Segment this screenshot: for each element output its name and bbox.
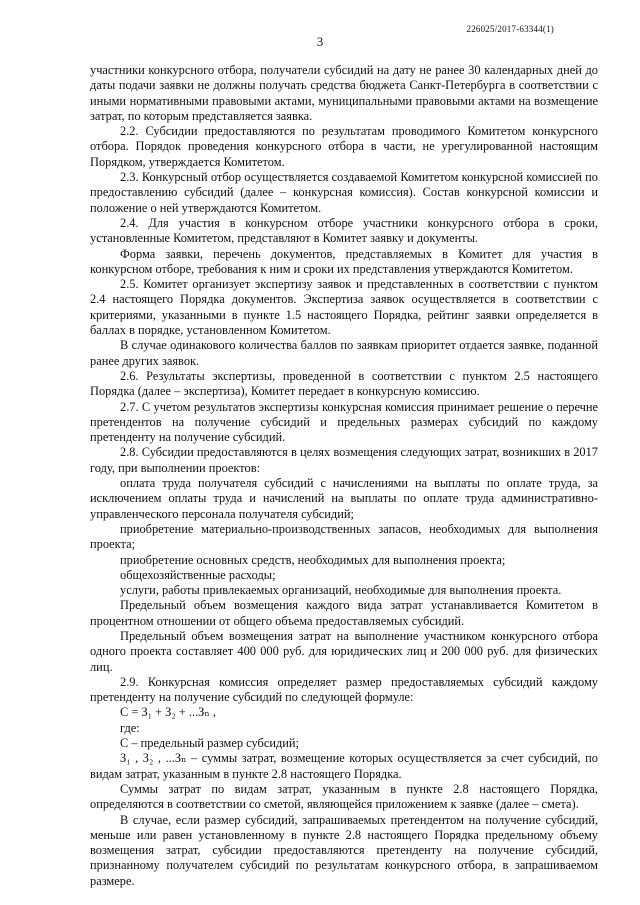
paragraph: 2.2. Субсидии предоставляются по результатам проводимого Комитетом конкурсного отбора. Порядок проведения конкурсного отбора в части, не урегулированной настоящим Порядком, утверждается Комитетом. (90, 124, 598, 169)
paragraph: где: (120, 720, 140, 735)
paragraph: общехозяйственные расходы; (120, 567, 276, 582)
paragraph: В случае одинакового количества баллов по заявкам приоритет отдается заявке, поданной ранее других заявок. (90, 338, 598, 368)
document-body (90, 63, 598, 889)
paragraph: 2.6. Результаты экспертизы, проведенной в соответствии с пунктом 2.5 настоящего Порядка (далее – экспертиза), Комитет передает в конкурсную комиссию. (90, 368, 598, 399)
document-number: 226025/2017-63344(1) (466, 24, 554, 34)
paragraph: С – предельный размер субсидий; (120, 736, 299, 751)
paragraph: В случае, если размер субсидий, запрашиваемых претендентом на получение субсидий, меньше или равен установленному в пункте 2.8 настоящего Порядка предельному объему возмещения затрат, субсидии предоставляются претенденту на получение субсидий, признанному получателем субсидий по результатам конкурсного отбора, в запрашиваемом размере. (90, 812, 598, 888)
paragraph: 2.4. Для участия в конкурсном отборе участники конкурсного отбора в сроки, установленные Комитетом, представляют в Комитет заявку и документы. (90, 215, 598, 246)
paragraph: 2.8. Субсидии предоставляются в целях возмещения следующих затрат, возникших в 2017 году, при выполнении проектов: (90, 445, 598, 475)
paragraph: 2.7. С учетом результатов экспертизы конкурсная комиссия принимает решение о перечне претендентов на получение субсидий и предельных размерах субсидий по каждому претенденту на получение субсидий. (90, 399, 598, 445)
paragraph: 2.5. Комитет организует экспертизу заявок и представленных в соответствии с пунктом 2.4 настоящего Порядка документов. Экспертиза заявок осуществляется в соответствии с критериями, указанными в пункте 1.5 настоящего Порядка, рейтинг заявки определяется в баллах в порядке, установленном Комитетом. (90, 277, 598, 338)
paragraph: 2.9. Конкурсная комиссия определяет размер предоставляемых субсидий каждому претенденту на получение субсидий по следующей формуле: (90, 674, 598, 705)
paragraph: Предельный объем возмещения затрат на выполнение участником конкурсного отбора одного проекта составляет 400 000 руб. для юридических лиц и 200 000 руб. для физических лиц. (90, 628, 598, 674)
paragraph: Форма заявки, перечень документов, представляемых в Комитет для участия в конкурсном отборе, требования к ним и сроки их представления утверждаются Комитетом. (90, 246, 598, 276)
paragraph: услуги, работы привлекаемых организаций, необходимые для выполнения проекта. (120, 583, 562, 598)
paragraph: приобретение материально-производственных запасов, необходимых для выполнения проекта; (90, 521, 598, 552)
paragraph: З₁ , З₂ , ...Зₙ – суммы затрат, возмещение которых осуществляется за счет субсидий, по видам затрат, указанным в пункте 2.8 настоящего Порядка. (90, 751, 598, 781)
paragraph: участники конкурсного отбора, получатели субсидий на дату не ранее 30 календарных дней до даты подачи заявки не должны получать средства бюджета Санкт-Петербурга в соответствии с иными нормативными правовыми актами, муниципальными правовыми актами на возмещение затрат, по которым представляется заявка. (90, 63, 598, 123)
formula-line: С = З₁ + З₂ + ...Зₙ , (120, 705, 216, 720)
paragraph: оплата труда получателя субсидий с начислениями на выплаты по оплате труда, за исключением оплаты труда и начислений на выплаты по оплате труда административно-управленческого персонала получателя субсидий; (90, 476, 598, 521)
paragraph: 2.3. Конкурсный отбор осуществляется создаваемой Комитетом конкурсной комиссией по предоставлению субсидий (далее – конкурсная комиссия). Состав конкурсной комиссии и положение о ней утверждаются Комитетом. (90, 170, 598, 215)
paragraph: Суммы затрат по видам затрат, указанным в пункте 2.8 настоящего Порядка, определяются в соответствии со сметой, являющейся приложением к заявке (далее – смета). (90, 781, 598, 812)
paragraph: приобретение основных средств, необходимых для выполнения проекта; (120, 552, 506, 567)
paragraph: Предельный объем возмещения каждого вида затрат устанавливается Комитетом в процентном отношении от общего объема предоставляемых субсидий. (90, 598, 598, 628)
page-number: 3 (316, 34, 324, 49)
